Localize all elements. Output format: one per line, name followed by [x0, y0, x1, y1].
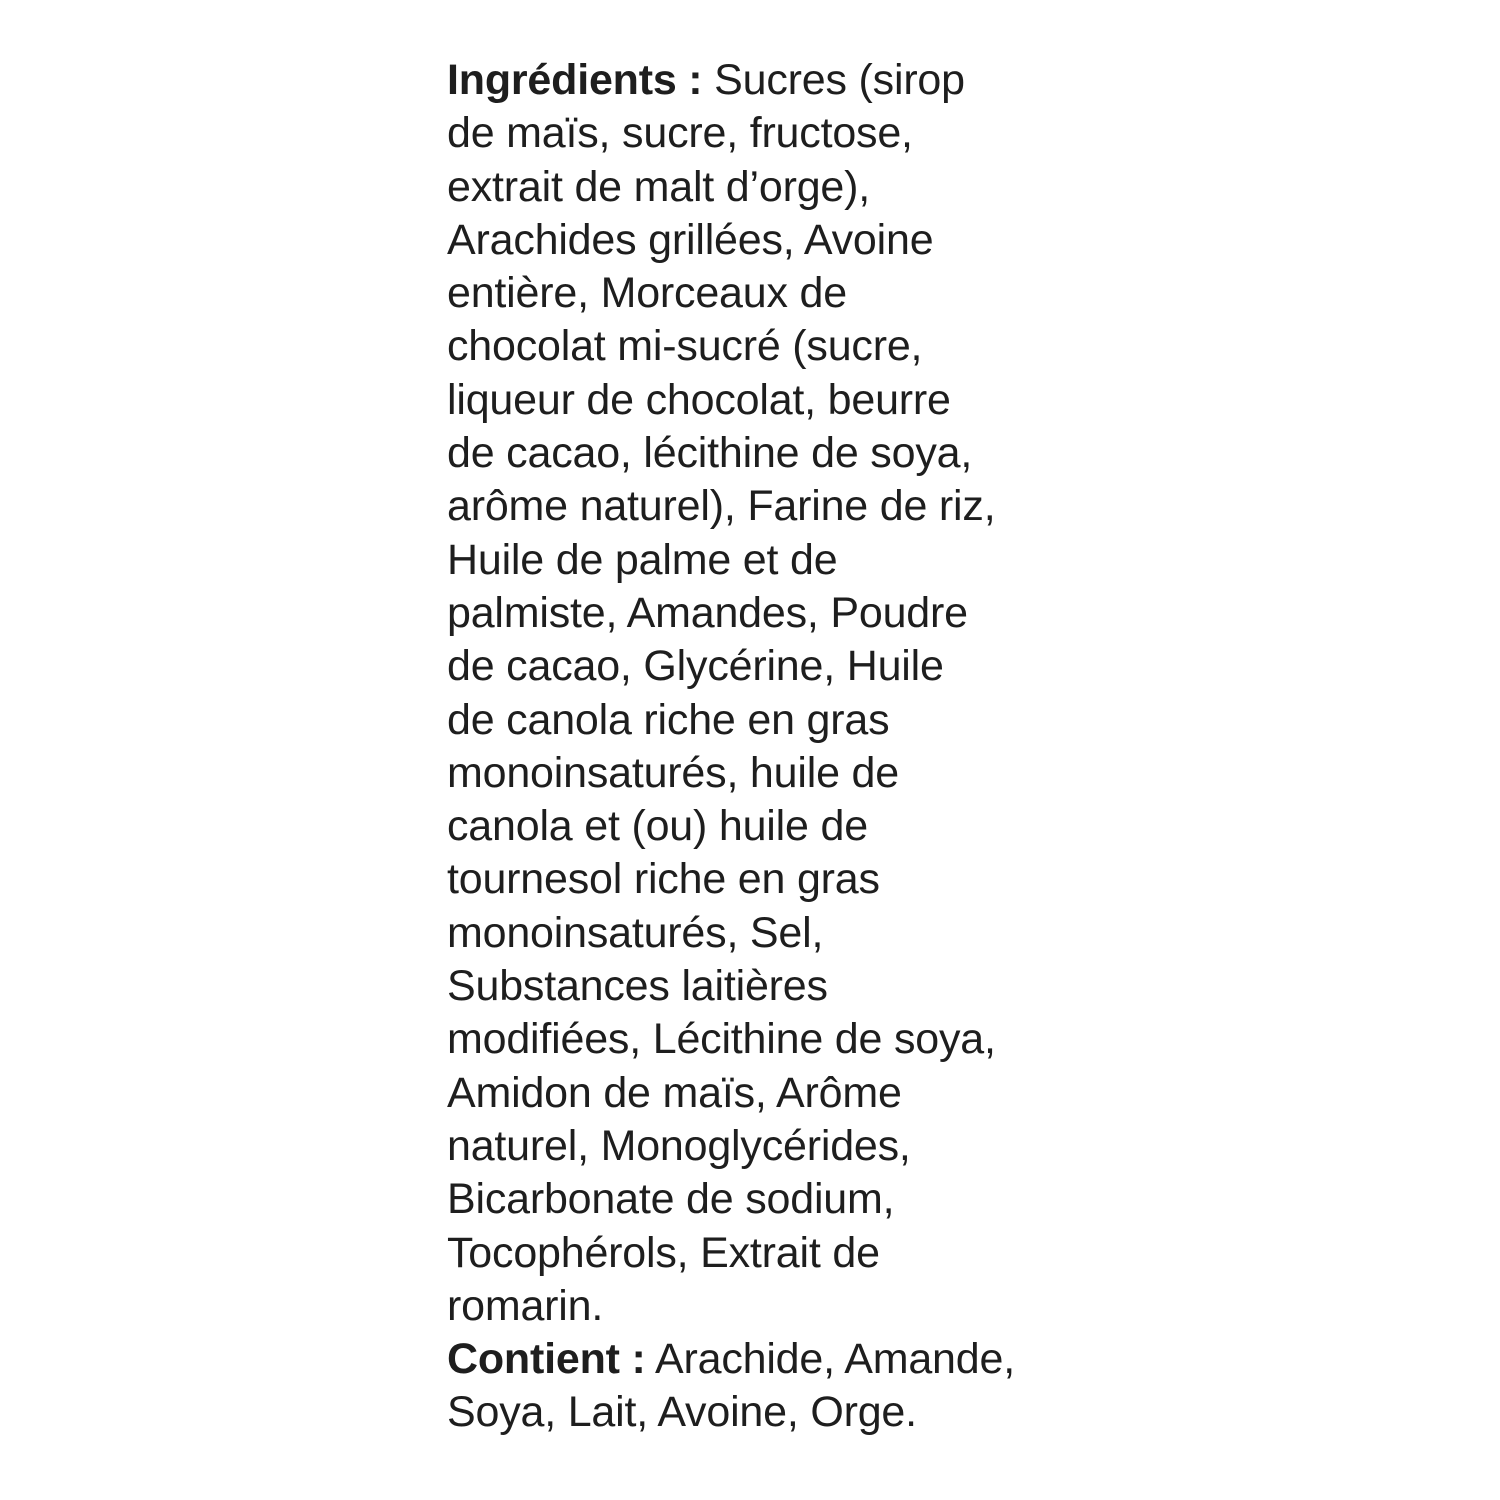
- ingredients-line: Substances laitières: [447, 962, 828, 1011]
- ingredients-line: extrait de malt d’orge),: [447, 162, 870, 211]
- ingredients-line: liqueur de chocolat, beurre: [447, 375, 951, 424]
- contains-line: [447, 1333, 1087, 1386]
- ingredients-line: romarin.: [447, 1281, 604, 1330]
- ingredients-line: Arachides grillées, Avoine: [447, 215, 934, 264]
- ingredients-line: tournesol riche en gras: [447, 855, 880, 904]
- ingredients-line: [447, 54, 1087, 107]
- ingredients-line: modifiées, Lécithine de soya,: [447, 1015, 996, 1064]
- ingredients-line: de canola riche en gras: [447, 695, 890, 744]
- ingredients-line: entière, Morceaux de: [447, 269, 847, 318]
- ingredients-line: monoinsaturés, huile de: [447, 748, 899, 797]
- ingredients-line: Amidon de maïs, Arôme: [447, 1068, 902, 1117]
- ingredients-line: Huile de palme et de: [447, 535, 838, 584]
- ingredients-line: canola et (ou) huile de: [447, 802, 868, 851]
- ingredients-text: Sucres (sirop: [702, 56, 965, 104]
- ingredients-line: de maïs, sucre, fructose,: [447, 109, 913, 158]
- contains-heading: Contient :: [447, 1335, 646, 1384]
- contains-text: Arachide, Amande,: [645, 1335, 1015, 1384]
- ingredients-line: Tocophérols, Extrait de: [447, 1228, 880, 1277]
- ingredients-line: monoinsaturés, Sel,: [447, 908, 824, 957]
- ingredients-line: Bicarbonate de sodium,: [447, 1175, 895, 1224]
- ingredients-heading: Ingrédients :: [447, 56, 703, 104]
- ingredient-label: [447, 54, 1087, 1440]
- ingredients-line: palmiste, Amandes, Poudre: [447, 588, 968, 637]
- contains-line: Soya, Lait, Avoine, Orge.: [447, 1388, 917, 1437]
- ingredients-line: chocolat mi-sucré (sucre,: [447, 322, 923, 371]
- ingredients-line: naturel, Monoglycérides,: [447, 1121, 911, 1170]
- ingredients-line: de cacao, lécithine de soya,: [447, 429, 973, 478]
- ingredients-line: de cacao, Glycérine, Huile: [447, 642, 944, 691]
- ingredients-line: arôme naturel), Farine de riz,: [447, 482, 996, 531]
